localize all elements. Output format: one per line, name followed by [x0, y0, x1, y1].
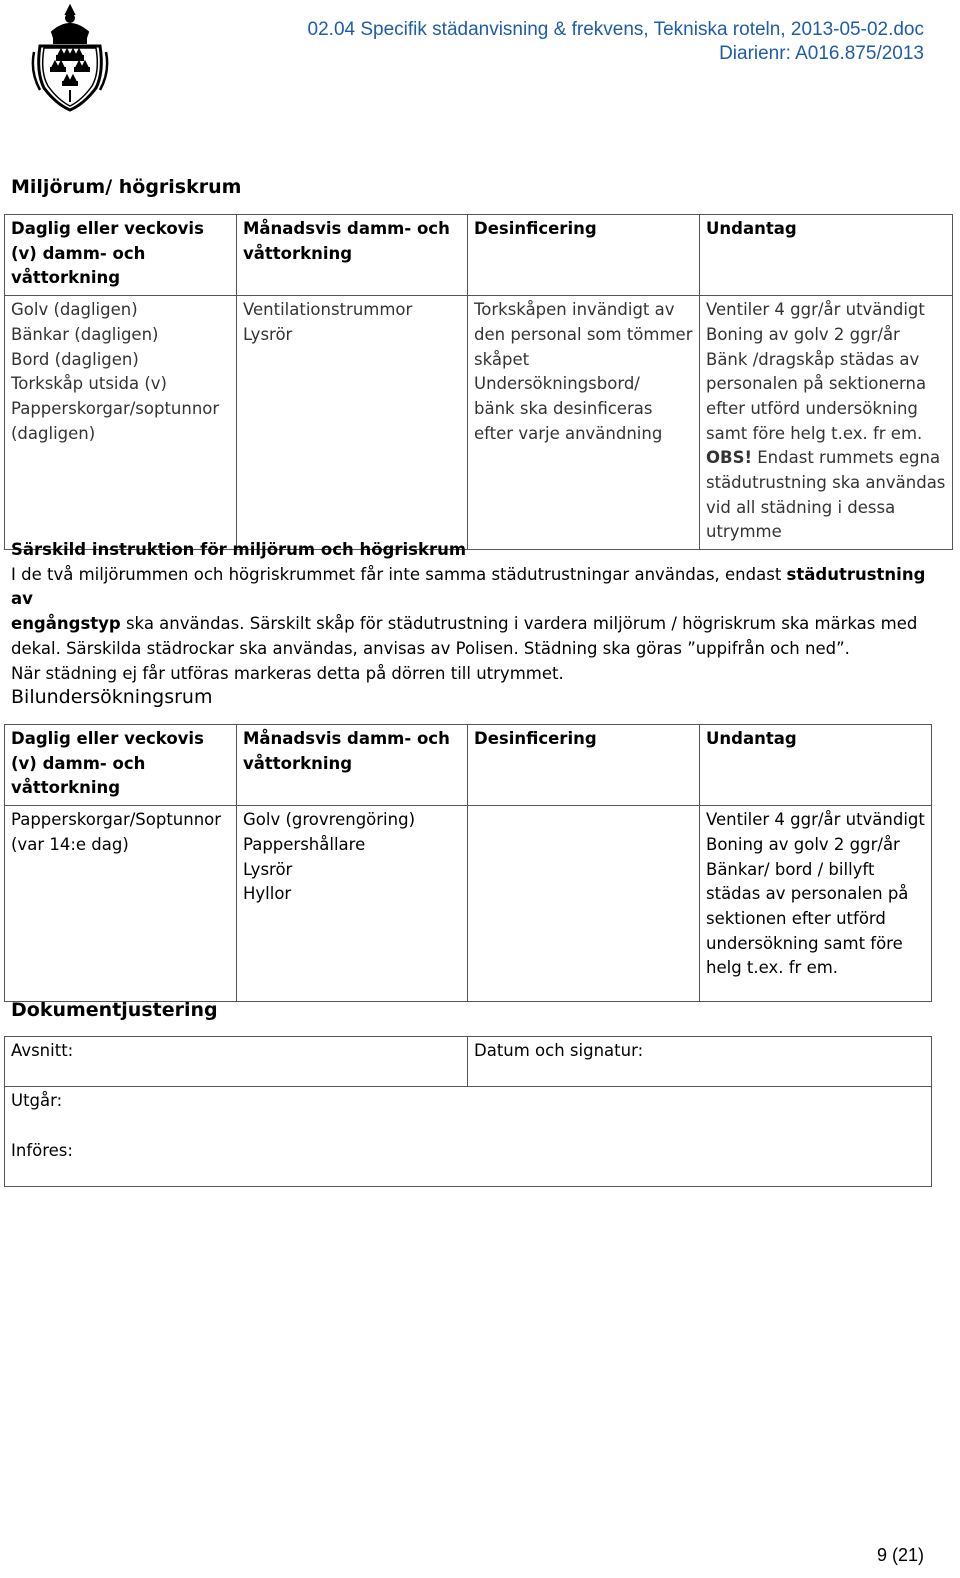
cell-daglig — [5, 806, 237, 1002]
list-item: den personal som tömmer — [474, 324, 693, 344]
header-daglig: Daglig eller veckovis (v) damm- och våttorkning — [5, 215, 237, 296]
cell-manadsvis — [237, 296, 468, 550]
utgar-field[interactable]: Utgår: — [5, 1087, 932, 1137]
infores-field[interactable]: Införes: — [5, 1137, 932, 1187]
header-undantag: Undantag — [700, 215, 953, 296]
cell-daglig — [5, 296, 237, 550]
list-item: Lysrör — [243, 859, 293, 879]
list-item: Ventiler 4 ggr/år utvändigt — [706, 300, 925, 320]
list-item: Papperskorgar/soptunnor — [11, 398, 220, 418]
list-item: bänk ska desinficeras — [474, 398, 653, 418]
list-item: städas av personalen på — [706, 884, 909, 904]
instruction-text: dekal. Särskilda städrockar ska användas, anvisas av Polisen. Städning ska göras ”uppifrån och ned”. — [11, 638, 850, 658]
cell-desinficering — [468, 806, 700, 1002]
instruction-note: När städning ej får utföras markeras detta på dörren till utrymmet. — [11, 663, 564, 683]
list-item: (dagligen) — [11, 423, 96, 443]
list-item: samt före helg t.ex. fr em. — [706, 423, 923, 443]
instruction-block — [11, 538, 941, 686]
list-item: Papperskorgar/Soptunnor — [11, 810, 222, 830]
list-item: efter varje användning — [474, 423, 663, 443]
list-item: skåpet — [474, 349, 530, 369]
list-item: Bänkar/ bord / billyft — [706, 859, 875, 879]
list-item: Torkskåp utsida (v) — [11, 374, 167, 394]
cell-manadsvis — [237, 806, 468, 1002]
list-item: Golv (grovrengöring) — [243, 810, 416, 830]
list-item: sektionen efter utförd — [706, 908, 886, 928]
document-title: 02.04 Specifik städanvisning & frekvens, Tekniska roteln, 2013-05-02.doc — [307, 19, 924, 40]
list-item: Hyllor — [243, 884, 292, 904]
list-item: helg t.ex. fr em. — [706, 958, 839, 978]
list-item: Lysrör — [243, 324, 293, 344]
list-item: Torkskåpen invändigt av — [474, 300, 675, 320]
datum-signatur-field[interactable]: Datum och signatur: — [468, 1037, 932, 1087]
bil-table — [4, 724, 932, 1002]
instruction-text: I de två miljörummen och högriskrummet får inte samma städutrustningar användas, endast — [11, 564, 787, 584]
header-desinficering: Desinficering — [468, 215, 700, 296]
instruction-emphasis: engångstyp — [11, 614, 121, 634]
list-item: Golv (dagligen) — [11, 300, 138, 320]
document-header — [308, 18, 924, 66]
instruction-paragraph — [11, 563, 941, 662]
obs-line — [706, 446, 946, 471]
header-undantag: Undantag — [700, 725, 932, 806]
list-item: efter utförd undersökning — [706, 398, 918, 418]
list-item: personalen på sektionerna — [706, 374, 927, 394]
dokumentjustering-table — [4, 1036, 932, 1187]
cell-undantag — [700, 296, 953, 550]
list-item: Bänk /dragskåp städas av — [706, 349, 920, 369]
obs-text: Endast rummets egna — [752, 448, 941, 468]
header-daglig: Daglig eller veckovis (v) damm- och våttorkning — [5, 725, 237, 806]
list-item: Ventilationstrummor — [243, 300, 413, 320]
list-item: Undersökningsbord/ — [474, 374, 640, 394]
police-crest-icon — [30, 2, 110, 114]
header-manadsvis: Månadsvis damm- och våttorkning — [237, 725, 468, 806]
section-title-bil: Bilundersökningsrum — [11, 686, 213, 708]
list-item: Bänkar (dagligen) — [11, 324, 159, 344]
cell-desinficering — [468, 296, 700, 550]
diarienummer: Diarienr: A016.875/2013 — [719, 43, 924, 64]
section-title-miljorum: Miljörum/ högriskrum — [11, 176, 242, 198]
miljorum-table — [4, 214, 953, 550]
section-title-dokumentjustering: Dokumentjustering — [11, 999, 218, 1021]
list-item: utrymme — [706, 522, 782, 542]
list-item: undersökning samt före — [706, 933, 903, 953]
header-manadsvis: Månadsvis damm- och våttorkning — [237, 215, 468, 296]
header-desinficering: Desinficering — [468, 725, 700, 806]
list-item: Boning av golv 2 ggr/år — [706, 324, 900, 344]
list-item: Ventiler 4 ggr/år utvändigt — [706, 810, 925, 830]
obs-label: OBS! — [706, 448, 753, 468]
instruction-text: ska användas. Särskilt skåp för städutrustning i vardera miljörum / högriskrum ska märkas med — [120, 614, 918, 634]
list-item: vid all städning i dessa — [706, 497, 896, 517]
list-item: Boning av golv 2 ggr/år — [706, 834, 900, 854]
list-item: städutrustning ska användas — [706, 473, 946, 493]
page-number: 9 (21) — [876, 1545, 924, 1565]
list-item: Bord (dagligen) — [11, 349, 139, 369]
list-item: Pappershållare — [243, 834, 366, 854]
list-item: (var 14:e dag) — [11, 834, 129, 854]
avsnitt-field[interactable]: Avsnitt: — [5, 1037, 468, 1087]
instruction-title: Särskild instruktion för miljörum och högriskrum — [11, 540, 467, 559]
instruction-emphasis: städutrustning av — [11, 564, 926, 609]
cell-undantag — [700, 806, 932, 1002]
